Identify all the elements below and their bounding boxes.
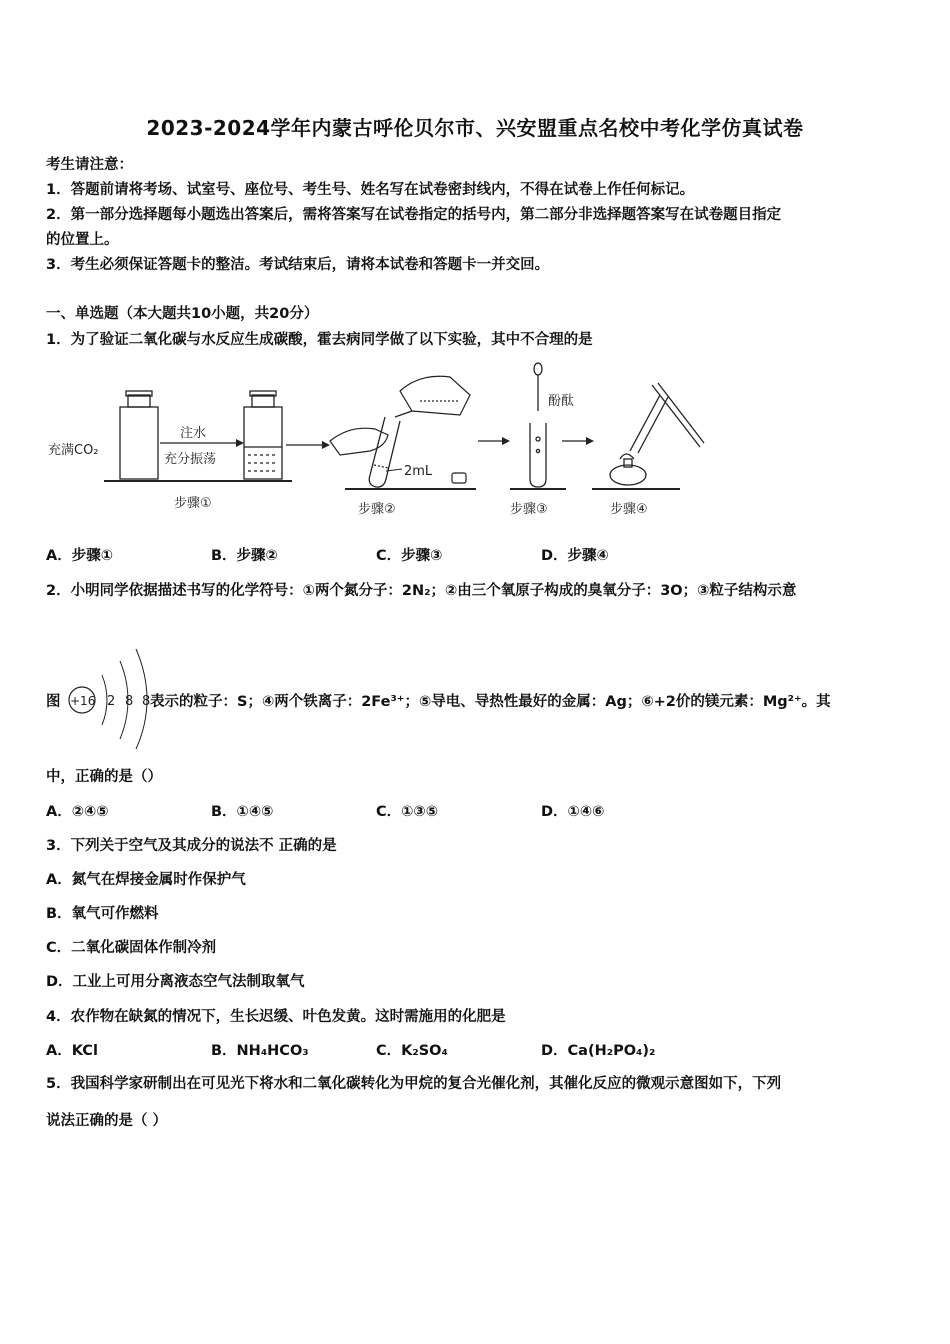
q3-option-b[interactable]: B．氧气可作燃料 [46, 906, 159, 922]
notice-item: 3．考生必须保证答题卡的整洁。考试结束后，请将本试卷和答题卡一并交回。 [46, 257, 550, 273]
label-phenolphthalein: 酚酞 [548, 394, 575, 409]
test-tube-icon [530, 423, 546, 487]
q3-option-a[interactable]: A．氮气在焊接金属时作保护气 [46, 872, 246, 888]
q1-option-a[interactable]: A．步骤① [46, 548, 113, 564]
label-water: 注水 [180, 426, 207, 441]
notice-item: 的位置上。 [46, 232, 119, 248]
label-2ml: 2mL [404, 464, 433, 479]
question-4-stem: 4．农作物在缺氮的情况下，生长迟缓、叶色发黄。这时需施用的化肥是 [46, 1009, 506, 1025]
alcohol-lamp-icon [610, 454, 646, 485]
q1-option-d[interactable]: D．步骤④ [541, 548, 609, 564]
section-heading: 一、单选题（本大题共10小题，共20分） [46, 306, 319, 322]
q2-option-a[interactable]: A．②④⑤ [46, 804, 109, 820]
q2-option-d[interactable]: D．①④⑥ [541, 804, 605, 820]
experiment-figure [40, 355, 720, 530]
water-bottle-icon [244, 391, 282, 479]
test-tube-clamp-icon [630, 383, 704, 453]
question-5-stem-line2: 说法正确的是（ ） [46, 1113, 168, 1129]
nucleus-charge: +16 [70, 694, 96, 708]
question-5-stem: 5．我国科学家研制出在可见光下将水和二氧化碳转化为甲烷的复合光催化剂，其催化反应的微观示意图如下，下列 [46, 1076, 782, 1092]
test-tube-icon [369, 417, 400, 487]
q3-option-c[interactable]: C．二氧化碳固体作制冷剂 [46, 940, 217, 956]
q4-option-b[interactable]: B．NH₄HCO₃ [211, 1043, 309, 1059]
label-shake: 充分振荡 [164, 452, 217, 467]
page-title: 2023-2024学年内蒙古呼伦贝尔市、兴安盟重点名校中考化学仿真试卷 [146, 116, 804, 140]
question-2-line2-prefix: 图 [46, 694, 61, 710]
atom-structure-diagram [66, 645, 156, 750]
label-co2: 充满CO₂ [48, 443, 99, 458]
notice-heading: 考生请注意： [46, 157, 133, 173]
q4-option-c[interactable]: C．K₂SO₄ [376, 1043, 448, 1059]
q3-option-d[interactable]: D．工业上可用分离液态空气法制取氧气 [46, 974, 305, 990]
question-2-line3: 中，正确的是（） [46, 769, 162, 785]
label-step-2: 步骤② [358, 502, 396, 517]
q4-option-a[interactable]: A．KCl [46, 1043, 98, 1059]
q1-option-b[interactable]: B．步骤② [211, 548, 278, 564]
question-1-stem: 1．为了验证二氧化碳与水反应生成碳酸，霍去病同学做了以下实验，其中不合理的是 [46, 332, 593, 348]
q2-option-c[interactable]: C．①③⑤ [376, 804, 438, 820]
question-3-stem: 3．下列关于空气及其成分的说法不 正确的是 [46, 838, 337, 854]
label-step-4: 步骤④ [610, 502, 648, 517]
question-2-stem: 2．小明同学依据描述书写的化学符号：①两个氮分子：2N₂；②由三个氧原子构成的臭氧分子：3O；③粒子结构示意 [46, 583, 797, 599]
q2-option-b[interactable]: B．①④⑤ [211, 804, 274, 820]
label-step-3: 步骤③ [510, 502, 548, 517]
q4-option-d[interactable]: D．Ca(H₂PO₄)₂ [541, 1043, 656, 1059]
pouring-hand-icon [330, 376, 470, 455]
question-2-line2: 表示的粒子：S；④两个铁离子：2Fe³⁺；⑤导电、导热性最好的金属：Ag；⑥+2价的镁元素：Mg²⁺。其 [150, 694, 831, 710]
dropper-icon [534, 363, 542, 411]
notice-item: 2．第一部分选择题每小题选出答案后，需将答案写在试卷指定的括号内，第二部分非选择题答案写在试卷题目指定 [46, 207, 782, 223]
shell-electron-count: 8 [142, 694, 151, 709]
stopper-icon [452, 473, 466, 483]
label-step-1: 步骤① [174, 496, 212, 511]
q1-option-c[interactable]: C．步骤③ [376, 548, 443, 564]
shell-electron-count: 8 [125, 694, 134, 709]
co2-bottle-icon [120, 391, 158, 479]
shell-electron-count: 2 [107, 694, 116, 709]
notice-item: 1．答题前请将考场、试室号、座位号、考生号、姓名写在试卷密封线内，不得在试卷上作任何标记。 [46, 182, 695, 198]
